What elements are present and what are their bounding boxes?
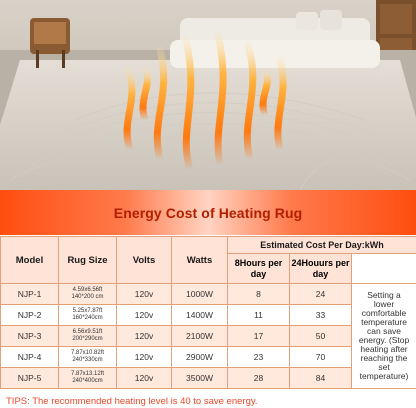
cell-8-hours: 11 bbox=[228, 305, 290, 326]
cell-watts: 2100W bbox=[172, 326, 228, 347]
cell-watts: 1000W bbox=[172, 284, 228, 305]
cell-8-hours: 17 bbox=[228, 326, 290, 347]
header-8-hours: 8Hours per day bbox=[228, 254, 290, 284]
cell-24-hours: 33 bbox=[290, 305, 352, 326]
energy-cost-table bbox=[0, 236, 416, 392]
cell-model: NJP-2 bbox=[1, 305, 59, 326]
cell-8-hours: 8 bbox=[228, 284, 290, 305]
energy-saving-note: Setting a lower comfortable temperature can save energy. (Stop heating after reaching the set temperature) bbox=[352, 284, 416, 389]
cell-24-hours: 70 bbox=[290, 347, 352, 368]
cell-model: NJP-5 bbox=[1, 368, 59, 389]
cell-24-hours: 24 bbox=[290, 284, 352, 305]
cell-rug-size: 5.25x7.87ft 160*240cm bbox=[59, 305, 117, 326]
header-model: Model bbox=[1, 237, 59, 284]
header-watts: Watts bbox=[172, 237, 228, 284]
cell-rug-size: 7.87x10.82ft 240*330cm bbox=[59, 347, 117, 368]
cell-rug-size: 7.87x13.12ft 240*400cm bbox=[59, 368, 117, 389]
cell-volts: 120v bbox=[117, 347, 172, 368]
cell-volts: 120v bbox=[117, 284, 172, 305]
cell-watts: 3500W bbox=[172, 368, 228, 389]
living-room-rug-illustration bbox=[0, 0, 416, 190]
cell-volts: 120v bbox=[117, 368, 172, 389]
cell-model: NJP-4 bbox=[1, 347, 59, 368]
header-volts: Volts bbox=[117, 237, 172, 284]
title-banner bbox=[0, 190, 416, 235]
cell-volts: 120v bbox=[117, 326, 172, 347]
cell-watts: 2900W bbox=[172, 347, 228, 368]
cell-model: NJP-3 bbox=[1, 326, 59, 347]
cell-rug-size: 4.59x6.56ft 140*200 cm bbox=[59, 284, 117, 305]
tips-text: TIPS: The recommended heating level is 40 to save energy. bbox=[6, 396, 258, 407]
cell-rug-size: 6.56x9.51ft 200*290cm bbox=[59, 326, 117, 347]
header-rug-size: Rug Size bbox=[59, 237, 117, 284]
header-note-blank bbox=[352, 254, 416, 284]
cell-watts: 1400W bbox=[172, 305, 228, 326]
cell-8-hours: 28 bbox=[228, 368, 290, 389]
table-header-row bbox=[1, 237, 416, 254]
banner-title: Energy Cost of Heating Rug bbox=[113, 204, 303, 221]
header-estimated-cost: Estimated Cost Per Day:kWh bbox=[228, 237, 416, 254]
cell-24-hours: 84 bbox=[290, 368, 352, 389]
cell-8-hours: 23 bbox=[228, 347, 290, 368]
cell-model: NJP-1 bbox=[1, 284, 59, 305]
table-row bbox=[1, 284, 416, 305]
cell-24-hours: 50 bbox=[290, 326, 352, 347]
header-24-hours: 24Houurs per day bbox=[290, 254, 352, 284]
cell-volts: 120v bbox=[117, 305, 172, 326]
product-photo bbox=[0, 0, 416, 190]
